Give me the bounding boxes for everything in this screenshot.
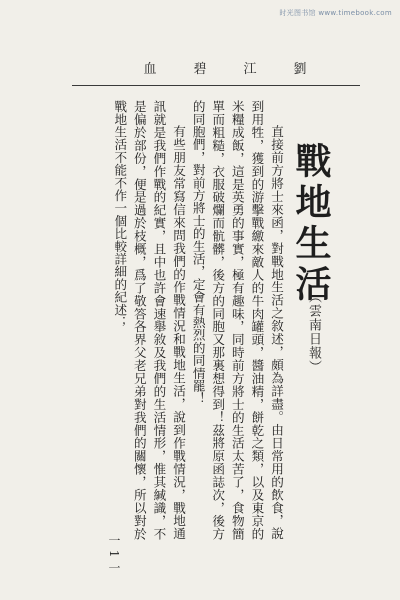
header-char: 江 [243, 62, 257, 77]
watermark: 时光图书馆 www.timebook.com [279, 9, 392, 17]
running-header [140, 58, 310, 77]
header-char: 碧 [193, 62, 207, 77]
header-char: 劉 [293, 62, 307, 77]
header-divider [72, 85, 360, 86]
page-number: 一 1 一 [107, 534, 121, 574]
article-title: 戰地生活 [290, 142, 332, 306]
paragraph: 直接前方將士來函，對戰地生活之敘述，頗為詳盡。由日常用的飲食，說到用牲，獲到的游擊戰繳來敵人的牛肉罐頭，醬油精，餅乾之類，以及東京的米糧成飯，這是英勇的事實，極有趣味，同時前方將士的生活太苦了，食物簡單而粗糙，衣服破爛而骯髒，後方的同胞又那裏想得到！茲將原函誌次，後方的同胞們，對前方將士的生活，定會有熱烈的同情罷！ [190, 100, 284, 540]
paragraph: 有些朋友常寫信來問我們的作戰情況和戰地生活，說到作戰情況，戰地通訊就是我們作戰的紀實，且中也許會速舉敘及我們的生活情形，惟其緘識，不是偏於部份，便是過於枝概，爲了敬答各界父老兄弟對我們的關懷，所以對於戰地生活不能不作一個比較詳細的紀述； [112, 100, 187, 540]
article-subtitle: （雲南日報） [306, 290, 321, 374]
header-char: 血 [143, 62, 157, 77]
article-body [86, 100, 286, 540]
